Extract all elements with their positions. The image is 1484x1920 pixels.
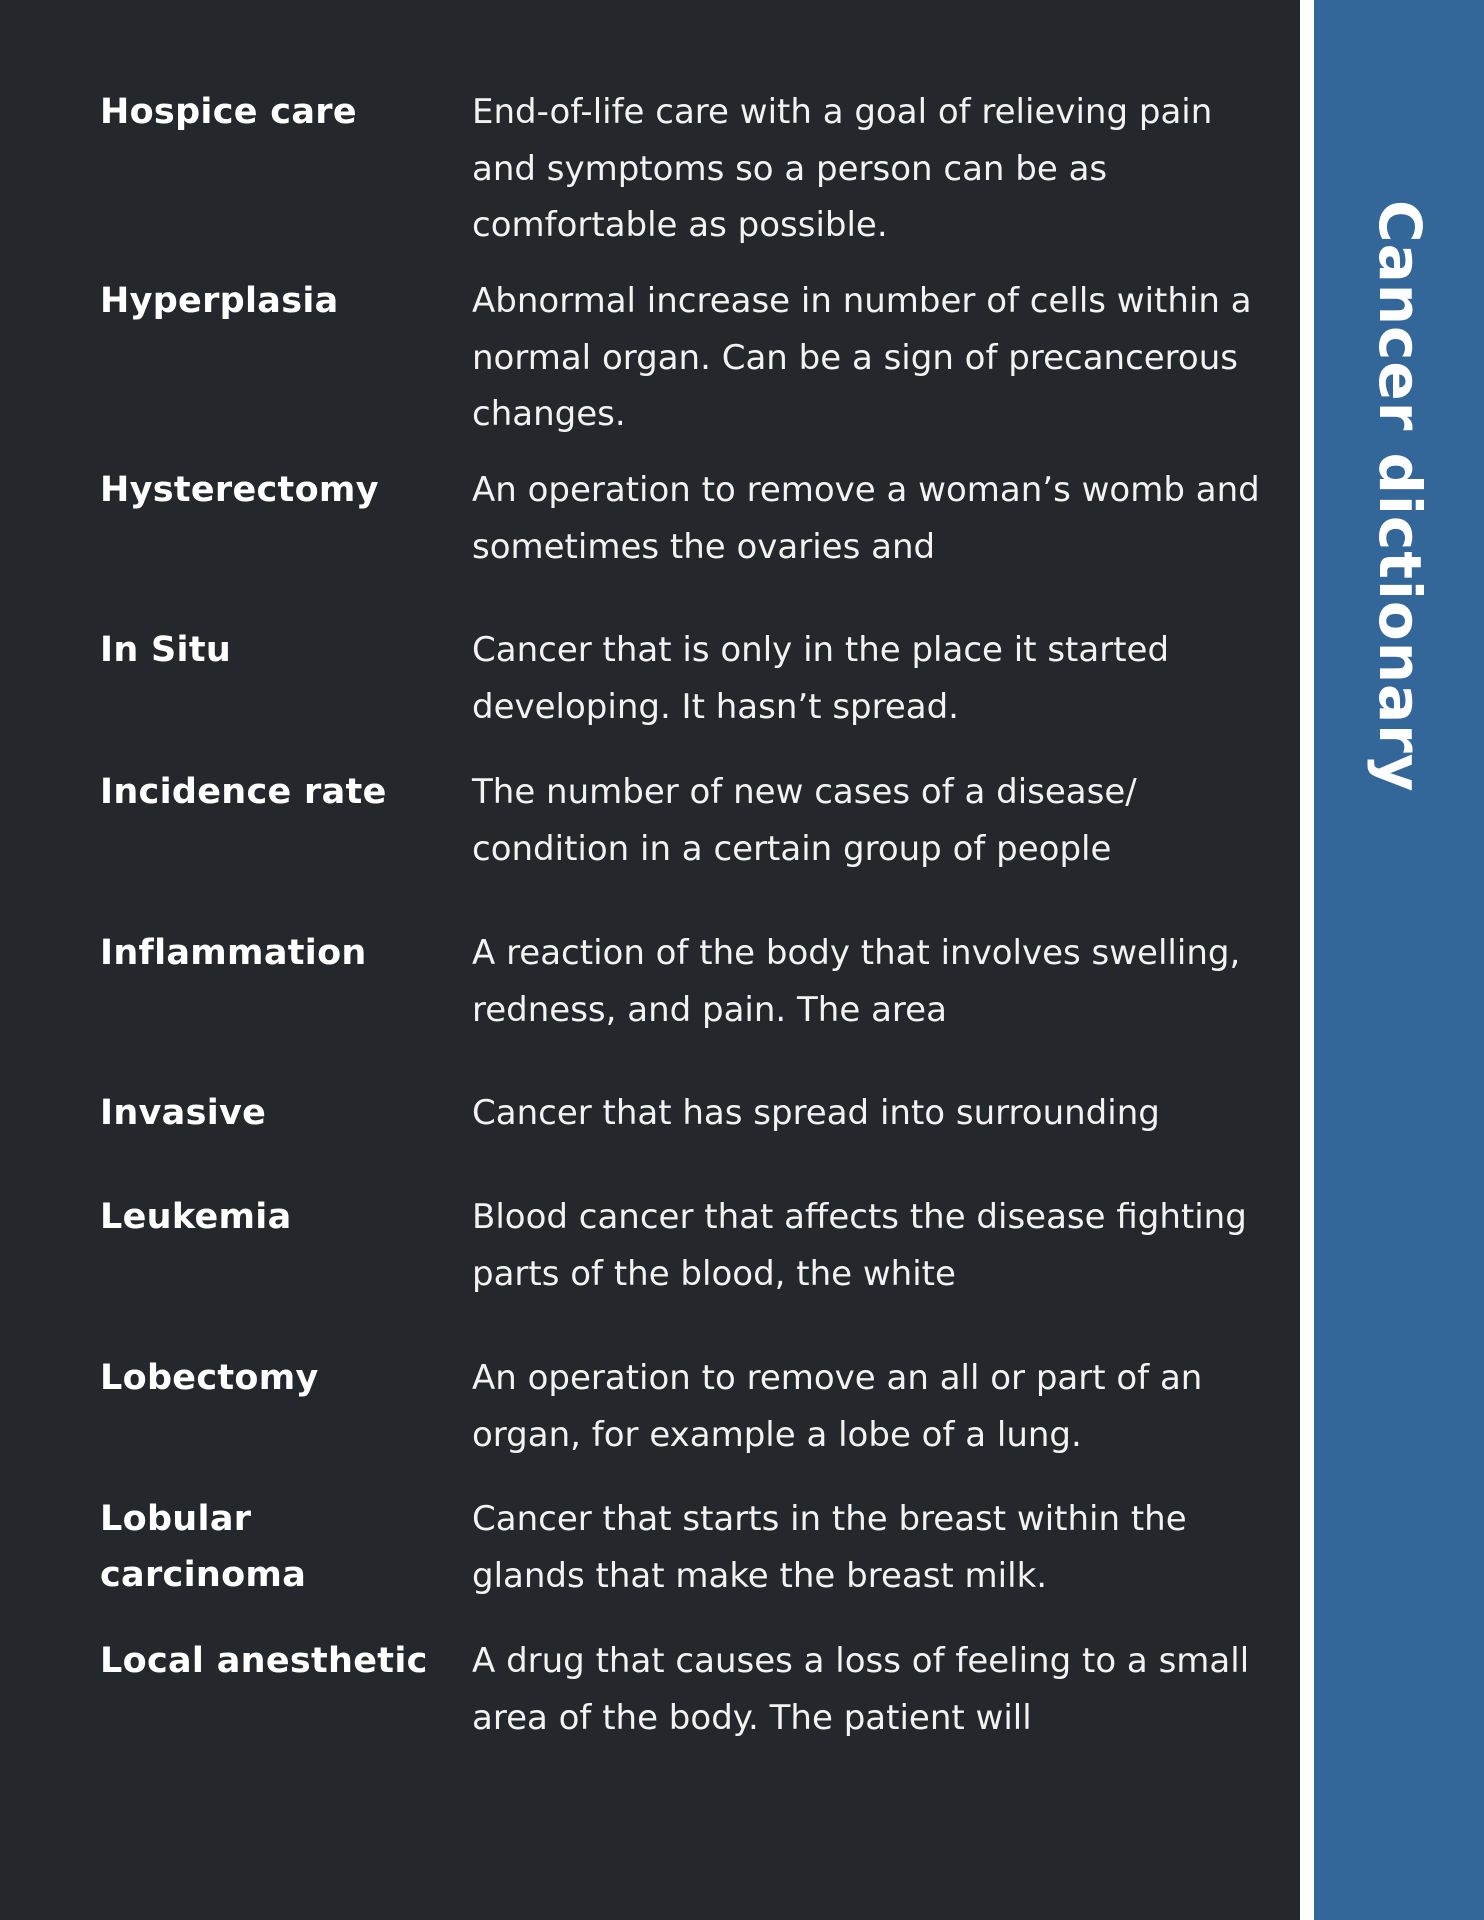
entry-term: Inflammation xyxy=(100,933,367,973)
entry-term: Hysterectomy xyxy=(100,470,379,510)
entry-definition: Cancer that starts in the breast within the glands that make the breast milk. xyxy=(472,1499,1187,1596)
entry-definition: The number of new cases of a disease/ condition in a certain group of people xyxy=(472,772,1137,869)
entry-term: Incidence rate xyxy=(100,772,387,812)
entry-definition: Cancer that is only in the place it started developing. It hasn’t spread. xyxy=(472,630,1170,727)
entry-term: Lobectomy xyxy=(100,1358,319,1398)
entry-term: Local anesthetic xyxy=(100,1641,428,1681)
entry-definition: Cancer that has spread into surrounding xyxy=(472,1093,1160,1133)
sidebar-divider xyxy=(1300,0,1314,1920)
entry-term: In Situ xyxy=(100,630,232,670)
sidebar-title: Cancer dictionary xyxy=(1366,200,1434,793)
entry-term: Hospice care xyxy=(100,92,357,132)
entry-definition: A drug that causes a loss of feeling to a small area of the body. The patient will xyxy=(472,1641,1250,1738)
entry-definition: Abnormal increase in number of cells within a normal organ. Can be a sign of precancerous changes. xyxy=(472,281,1252,434)
entry-term: Leukemia xyxy=(100,1197,292,1237)
entry-definition: Blood cancer that affects the disease fighting parts of the blood, the white xyxy=(472,1197,1247,1294)
entry-definition: A reaction of the body that involves swelling, redness, and pain. The area xyxy=(472,933,1241,1030)
entry-definition: End-of-life care with a goal of relieving pain and symptoms so a person can be as comfortable as possible. xyxy=(472,92,1213,245)
entry-definition: An operation to remove an all or part of an organ, for example a lobe of a lung. xyxy=(472,1358,1203,1455)
entry-definition: An operation to remove a woman’s womb and sometimes the ovaries and xyxy=(472,470,1260,567)
entry-term: Invasive xyxy=(100,1093,267,1133)
entry-term: Lobular carcinoma xyxy=(100,1499,307,1595)
entry-term: Hyperplasia xyxy=(100,281,339,321)
